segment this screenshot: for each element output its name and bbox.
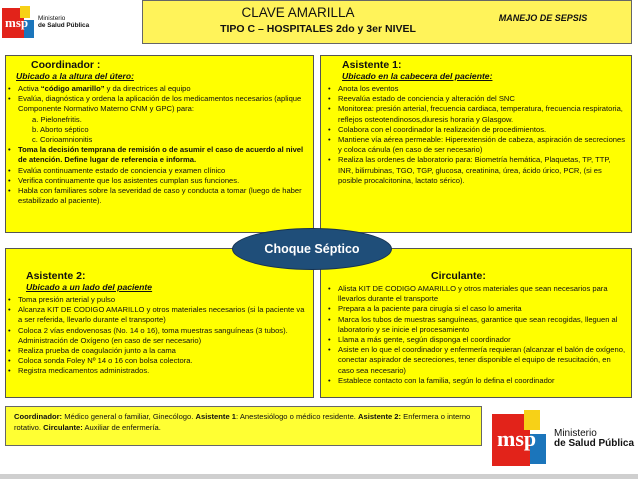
list-item: • Monitorea: presión arterial, frecuencia cardiaca, temperatura, frecuencia respiratoria, reflejos osteotendinosos,diuresis horaria y Glasgow. [326, 104, 626, 124]
coordinador-subtitle: Ubicado a la altura del útero: [16, 71, 134, 81]
asistente2-subtitle: Ubicado a un lado del paciente [26, 282, 153, 292]
coordinador-title: Coordinador : [31, 59, 101, 71]
list-item: • Prepara a la paciente para cirugía si el caso lo amerita [326, 304, 626, 314]
page-title: CLAVE AMARILLA [241, 5, 355, 20]
list-item: • Verifica continuamente que los asistentes cumplan sus funciones. [6, 176, 308, 186]
header-right-label: MANEJO DE SEPSIS [498, 13, 588, 23]
logo-small-line1: Ministerio [38, 15, 66, 23]
asistente1-panel [320, 55, 632, 233]
list-item: • Realiza prueba de coagulación junto a la cama [6, 346, 308, 356]
msp-logo-large [492, 410, 634, 468]
coordinador-list [6, 84, 308, 206]
list-item: • Establece contacto con la familia, según lo defina el coordinador [326, 376, 626, 386]
list-item: • Anota los eventos [326, 84, 626, 94]
list-item: • Realiza las ordenes de laboratorio para: Biometría hemática, Plaquetas, TP, TTP, INR, bilirrubinas, TGO, TGP, glucosa, creatinina, úrea, ácido úrico, PCR, (si es posible procalcitonina, lactato sérico). [326, 155, 626, 186]
asistente1-subtitle: Ubicado en la cabecera del paciente: [342, 71, 493, 81]
list-item: • Alcanza KIT DE CODIGO AMARILLO y otros materiales necesarios (si la paciente va a ser referida, llevarlo durante el transporte) [6, 305, 308, 325]
circulante-panel [320, 248, 632, 398]
list-item: b. Aborto séptico [32, 124, 89, 134]
list-item: • Coloca sonda Foley Nº 14 o 16 con bolsa colectora. [6, 356, 308, 366]
asistente2-panel [5, 248, 314, 398]
list-item: • Registra medicamentos administrados. [6, 366, 308, 376]
logo-large-line2: de Salud Pública [554, 438, 635, 449]
page-subtitle: TIPO C – HOSPITALES 2do y 3er NIVEL [220, 23, 416, 35]
asistente2-title: Asistente 2: [26, 270, 86, 282]
logo-small-line2: de Salud Pública [38, 22, 90, 29]
list-item: • Mantiene vía aérea permeable: Hiperextensión de cabeza, aspiración de secreciones y coloca cánula (en caso de ser necesario) [326, 135, 626, 155]
list-item: c. Corioamnionitis [32, 135, 93, 145]
header-banner [142, 0, 632, 44]
list-item: • Marca los tubos de muestras sanguíneas, garantice que sean recogidas, lleguen al laboratorio y se inicie el procesamiento [326, 315, 626, 335]
circulante-list [326, 284, 626, 386]
msp-logo-mark-icon: msp [2, 6, 36, 40]
logo-large-line1: Ministerio [554, 427, 597, 439]
choque-septico-oval [232, 228, 392, 270]
list-item: • Coloca 2 vías endovenosas (No. 14 o 16), toma muestras sanguíneas (3 tubos). Administración de Oxígeno (en caso de ser necesario) [6, 326, 308, 346]
msp-logo-large-mark-icon: msp [492, 410, 550, 468]
list-item: • Habla con familiares sobre la severidad de caso y conducta a tomar (luego de haber estabilizado al paciente). [6, 186, 308, 206]
list-item: • Evalúa continuamente estado de conciencia y examen clínico [6, 166, 308, 176]
asistente1-list [326, 84, 626, 186]
list-item: • Toma presión arterial y pulso [6, 295, 308, 305]
circulante-title: Circulante: [431, 270, 486, 282]
center-label: Choque Séptico [264, 242, 360, 256]
asistente1-title: Asistente 1: [342, 59, 402, 71]
list-item: • Llama a más gente, según disponga el coordinador [326, 335, 626, 345]
asistente2-list [6, 295, 308, 377]
roles-footnote: Coordinador: Médico general o familiar, Ginecólogo. Asistente 1: Anestesiólogo o médico residente. Asistente 2: Enfermera o interno rotativo. Circulante: Auxiliar de enfermería. [5, 406, 482, 446]
coordinador-panel [5, 55, 314, 233]
bottom-bar [0, 474, 638, 479]
list-item: • Evalúa, diagnóstica y ordena la aplicación de los medicamentos necesarios (aplique Componente Normativo Materno CNM y GPC) para: [6, 94, 308, 114]
list-item: • Alista KIT DE CODIGO AMARILLO y otros materiales que sean necesarios para llevarlos durante el transporte [326, 284, 626, 304]
msp-logo-small [2, 6, 89, 40]
list-item: • Colabora con el coordinador la realización de procedimientos. [326, 125, 626, 135]
list-item: a. Pielonefritis. [32, 114, 82, 124]
list-item: • Asiste en lo que el coordinador y enfermería requieran (alcanzar el balón de oxígeno, conectar aspirador de secreciones, tener disponible el equipo de resucitación, en caso sea necesario) [326, 345, 626, 376]
list-item: • Activa “código amarillo” y da directrices al equipo [6, 84, 308, 94]
list-item: • Toma la decisión temprana de remisión o de asumir el caso de acuerdo al nivel de atención. Define lugar de referencia e informa. [6, 145, 308, 165]
list-item: • Reevalúa estado de conciencia y alteración del SNC [326, 94, 626, 104]
